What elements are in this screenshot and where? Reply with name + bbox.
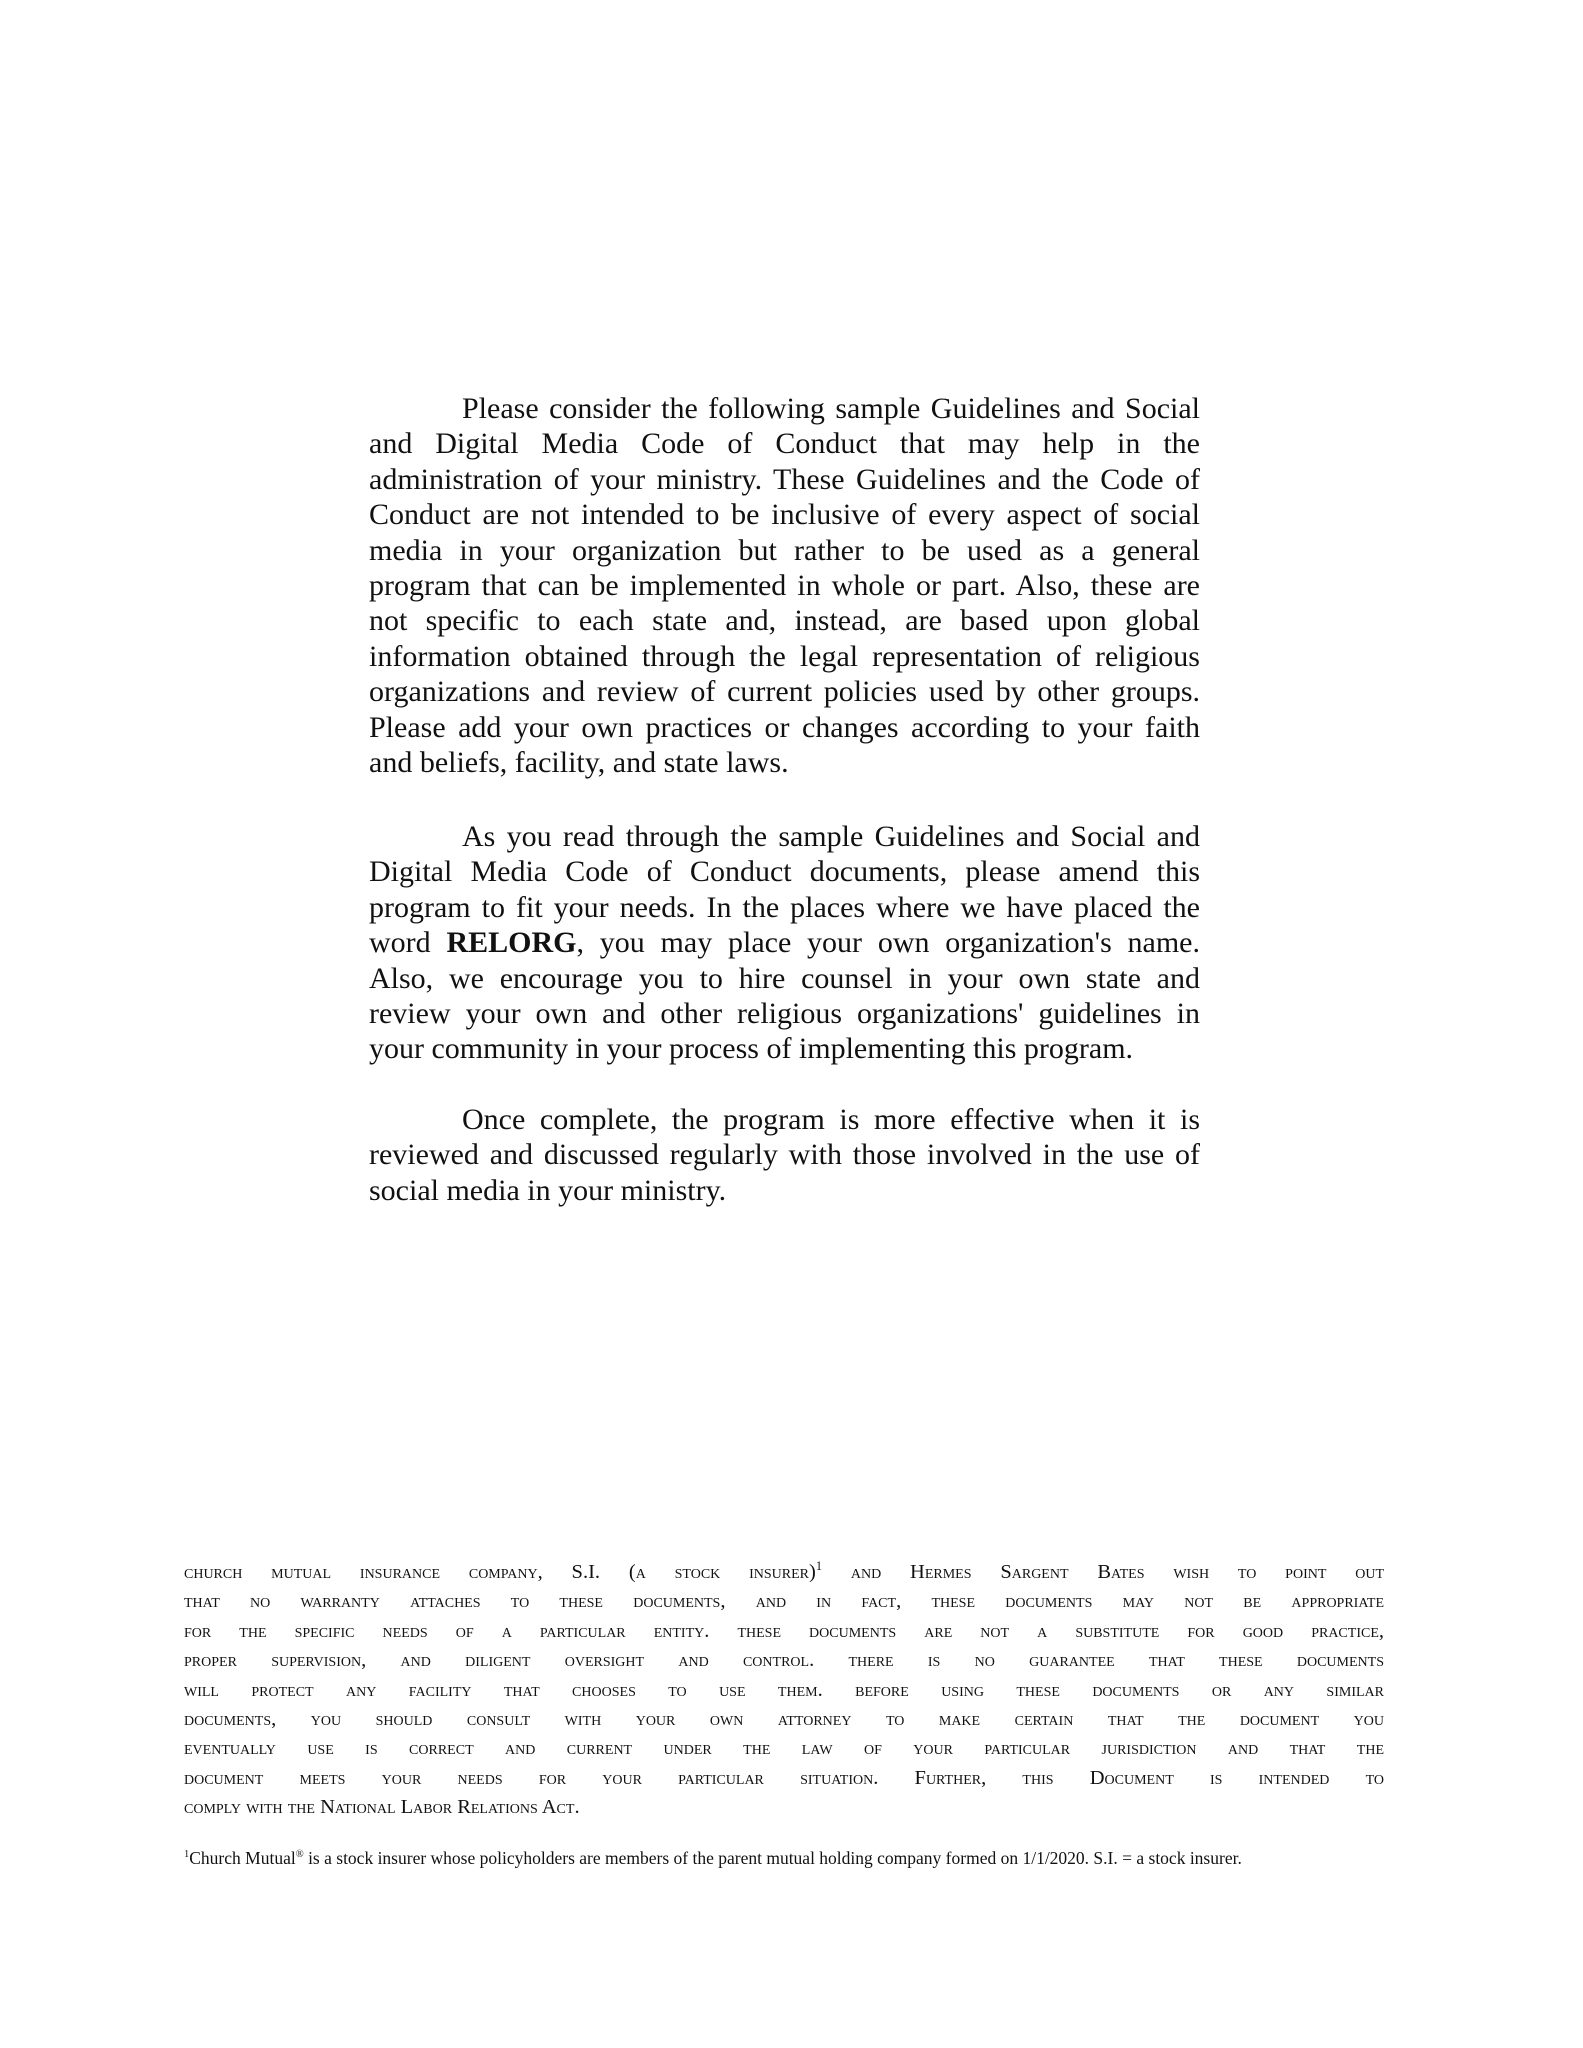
paragraph-line: As you read through the sample Guidelines and Social and xyxy=(462,820,1200,853)
disclaimer-line xyxy=(184,1558,1384,1587)
paragraph-line xyxy=(369,925,1200,960)
disclaimer-line: comply with the National Labor Relations Act. xyxy=(184,1796,580,1819)
footnote-text: is a stock insurer whose policyholders are members of the parent mutual holding company formed on 1/1/2020. S.I. = a stock insurer. xyxy=(303,1848,1242,1868)
disclaimer-line: eventually use is correct and current under the law of your particular jurisdiction and that the xyxy=(184,1737,1384,1760)
disclaimer-text: and Hermes Sargent Bates wish to point out xyxy=(822,1561,1384,1583)
paragraph-line: information obtained through the legal representation of religious xyxy=(369,639,1200,673)
disclaimer xyxy=(184,1558,1384,1823)
disclaimer-line: that no warranty attaches to these documents, and in fact, these documents may not be appropriate xyxy=(184,1590,1384,1613)
paragraph-line: Once complete, the program is more effective when it is xyxy=(462,1103,1200,1136)
paragraph-line: organizations and review of current policies used by other groups. xyxy=(369,675,1200,709)
intro-paragraph xyxy=(369,391,1200,780)
paragraph-line: program to fit your needs. In the places where we have placed the xyxy=(369,890,1200,924)
footnote xyxy=(184,1848,1242,1869)
paragraph-line: program that can be implemented in whole or part. Also, these are xyxy=(369,568,1200,602)
paragraph-line: social media in your ministry. xyxy=(369,1173,727,1207)
paragraph-line: reviewed and discussed regularly with those involved in the use of xyxy=(369,1138,1200,1172)
placeholder-keyword: RELORG xyxy=(446,926,577,960)
paragraph-line: media in your organization but rather to be used as a general xyxy=(369,533,1200,567)
registered-mark: ® xyxy=(295,1849,304,1861)
paragraph-line: your community in your process of implementing this program. xyxy=(369,1032,1134,1066)
line-text: word xyxy=(369,926,447,960)
paragraph-line: review your own and other religious organizations' guidelines in xyxy=(369,996,1200,1030)
footnote-text: Church Mutual xyxy=(189,1848,296,1868)
review-paragraph xyxy=(369,1102,1200,1208)
instructions-paragraph xyxy=(369,819,1200,1067)
paragraph-line: Please add your own practices or changes according to your faith xyxy=(369,710,1200,744)
paragraph-line: Conduct are not intended to be inclusive of every aspect of social xyxy=(369,498,1200,532)
footnote-ref: 1 xyxy=(815,1559,823,1574)
disclaimer-line: proper supervision, and diligent oversight and control. there is no guarantee that these documents xyxy=(184,1649,1384,1672)
paragraph-line: and Digital Media Code of Conduct that may help in the xyxy=(369,427,1200,461)
disclaimer-text: church mutual insurance company, S.I. (a stock insurer) xyxy=(184,1561,816,1583)
disclaimer-line: documents, you should consult with your own attorney to make certain that the document you xyxy=(184,1707,1384,1730)
paragraph-line: not specific to each state and, instead, are based upon global xyxy=(369,604,1200,638)
disclaimer-line: document meets your needs for your particular situation. Further, this Document is intended to xyxy=(184,1766,1384,1789)
line-text: , you may place your own organization's name. xyxy=(576,926,1200,960)
paragraph-line: Digital Media Code of Conduct documents, please amend this xyxy=(369,855,1200,889)
disclaimer-line: will protect any facility that chooses to use them. before using these documents or any similar xyxy=(184,1678,1384,1701)
paragraph-line: Also, we encourage you to hire counsel in your own state and xyxy=(369,961,1200,995)
footnote-marker: 1 xyxy=(184,1849,190,1861)
paragraph-line: Please consider the following sample Guidelines and Social xyxy=(462,392,1200,425)
paragraph-line: administration of your ministry. These Guidelines and the Code of xyxy=(369,462,1200,496)
paragraph-line: and beliefs, facility, and state laws. xyxy=(369,745,789,779)
disclaimer-line: for the specific needs of a particular entity. these documents are not a substitute for good practice, xyxy=(184,1619,1384,1642)
